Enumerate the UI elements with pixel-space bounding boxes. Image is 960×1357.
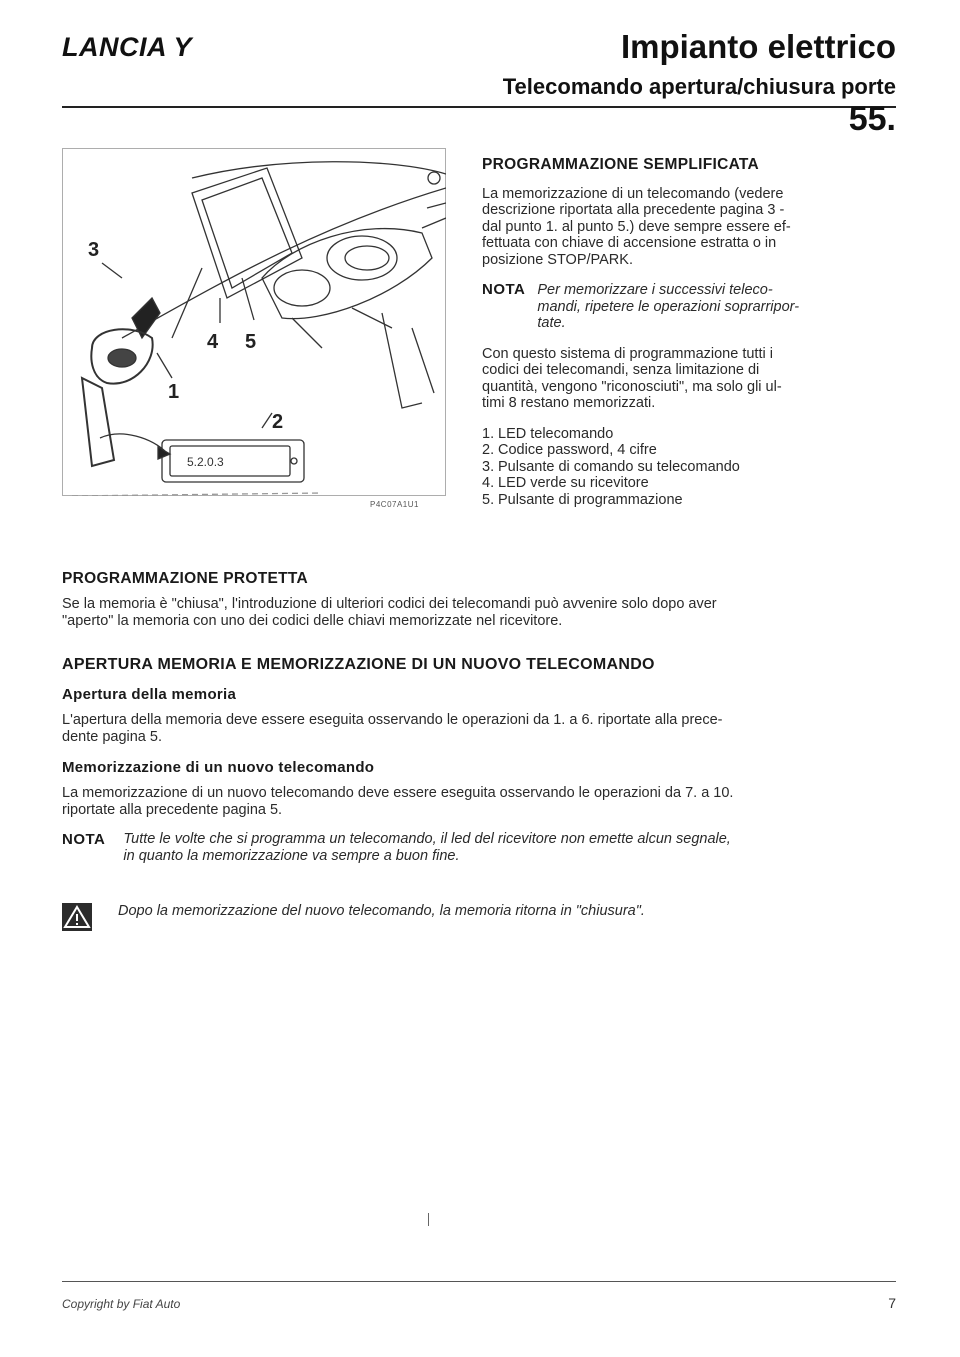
list-item: 4. LED verde su ricevitore <box>482 475 649 491</box>
chapter-title: Impianto elettrico <box>620 28 896 65</box>
callout-5: 5 <box>245 331 257 353</box>
list-item: 2. Codice password, 4 cifre <box>482 442 657 458</box>
warning-text: Dopo la memorizzazione del nuovo telecomando, la memoria ritorna in "chiusura". <box>118 903 645 919</box>
callout-4: 4 <box>207 331 219 353</box>
subchapter-title: Telecomando apertura/chiusura porte <box>502 74 896 99</box>
margin-mark <box>428 1213 429 1226</box>
section-number: 55. <box>848 100 896 138</box>
legend-list <box>482 426 896 509</box>
protected-section <box>62 570 898 630</box>
nota-text: Per memorizzare i successivi teleco- mandi, ripetere le operazioni soprarripor- tate. <box>537 282 800 331</box>
remote-control-figure <box>62 148 446 496</box>
paragraph: Se la memoria è "chiusa", l'introduzione di ulteriori codici dei telecomandi può avvenire solo dopo aver "aperto" la memoria con uno dei codici delle chiavi memorizzate nel ricevitore. <box>62 596 717 629</box>
paragraph: La memorizzazione di un nuovo telecomando deve essere eseguita osservando le operazioni da 7. a 10. riportate alla precedente pagina 5. <box>62 785 734 818</box>
paragraph: L'apertura della memoria deve essere eseguita osservando le operazioni da 1. a 6. riportate alla prece- dente pagina 5. <box>62 712 723 745</box>
warning-icon <box>62 903 92 931</box>
nota-label: NOTA <box>62 831 106 848</box>
nota-text: Tutte le volte che si programma un telecomando, il led del ricevitore non emette alcun segnale, in quanto la memorizzazione va sempre a buon fine. <box>123 831 731 864</box>
callout-2: 2 <box>272 411 284 433</box>
subheading: Memorizzazione di un nuovo telecomando <box>62 759 375 776</box>
header-rule <box>62 106 896 108</box>
nota-label: NOTA <box>482 281 526 298</box>
footer-rule <box>62 1281 896 1282</box>
simplified-section <box>482 157 896 508</box>
list-item: 1. LED telecomando <box>482 425 614 442</box>
paragraph: La memorizzazione di un telecomando (vedere descrizione riportata alla precedente pagina 3 - dal punto 1. al punto 5.) deve sempre essere ef- fettuata con chiave di accensione estratta o in posizione STOP/PARK. <box>482 185 791 268</box>
figure-code: P4C07A1U1 <box>370 500 419 509</box>
list-item: 5. Pulsante di programmazione <box>482 491 683 508</box>
nota-block <box>482 282 896 332</box>
callout-1: 1 <box>168 381 180 403</box>
list-item: 3. Pulsante di comando su telecomando <box>482 458 740 475</box>
paragraph: Con questo sistema di programmazione tutti i codici dei telecomandi, senza limitazione di quantità, vengono "riconosciuti", ma solo gli ul- timi 8 restano memorizzati. <box>482 345 782 411</box>
brand-title: LANCIA Y <box>62 32 193 62</box>
callout-3: 3 <box>88 239 100 261</box>
section-heading: APERTURA MEMORIA E MEMORIZZAZIONE DI UN NUOVO TELECOMANDO <box>62 656 655 673</box>
page-number: 7 <box>888 1295 896 1311</box>
copyright: Copyright by Fiat Auto <box>62 1297 181 1311</box>
subheading: Apertura della memoria <box>62 686 237 703</box>
receiver-display: 5.2.0.3 <box>187 455 224 469</box>
opening-section <box>62 656 898 865</box>
section-heading: PROGRAMMAZIONE PROTETTA <box>62 570 308 587</box>
section-heading: PROGRAMMAZIONE SEMPLIFICATA <box>482 156 760 173</box>
nota-block <box>62 831 898 865</box>
